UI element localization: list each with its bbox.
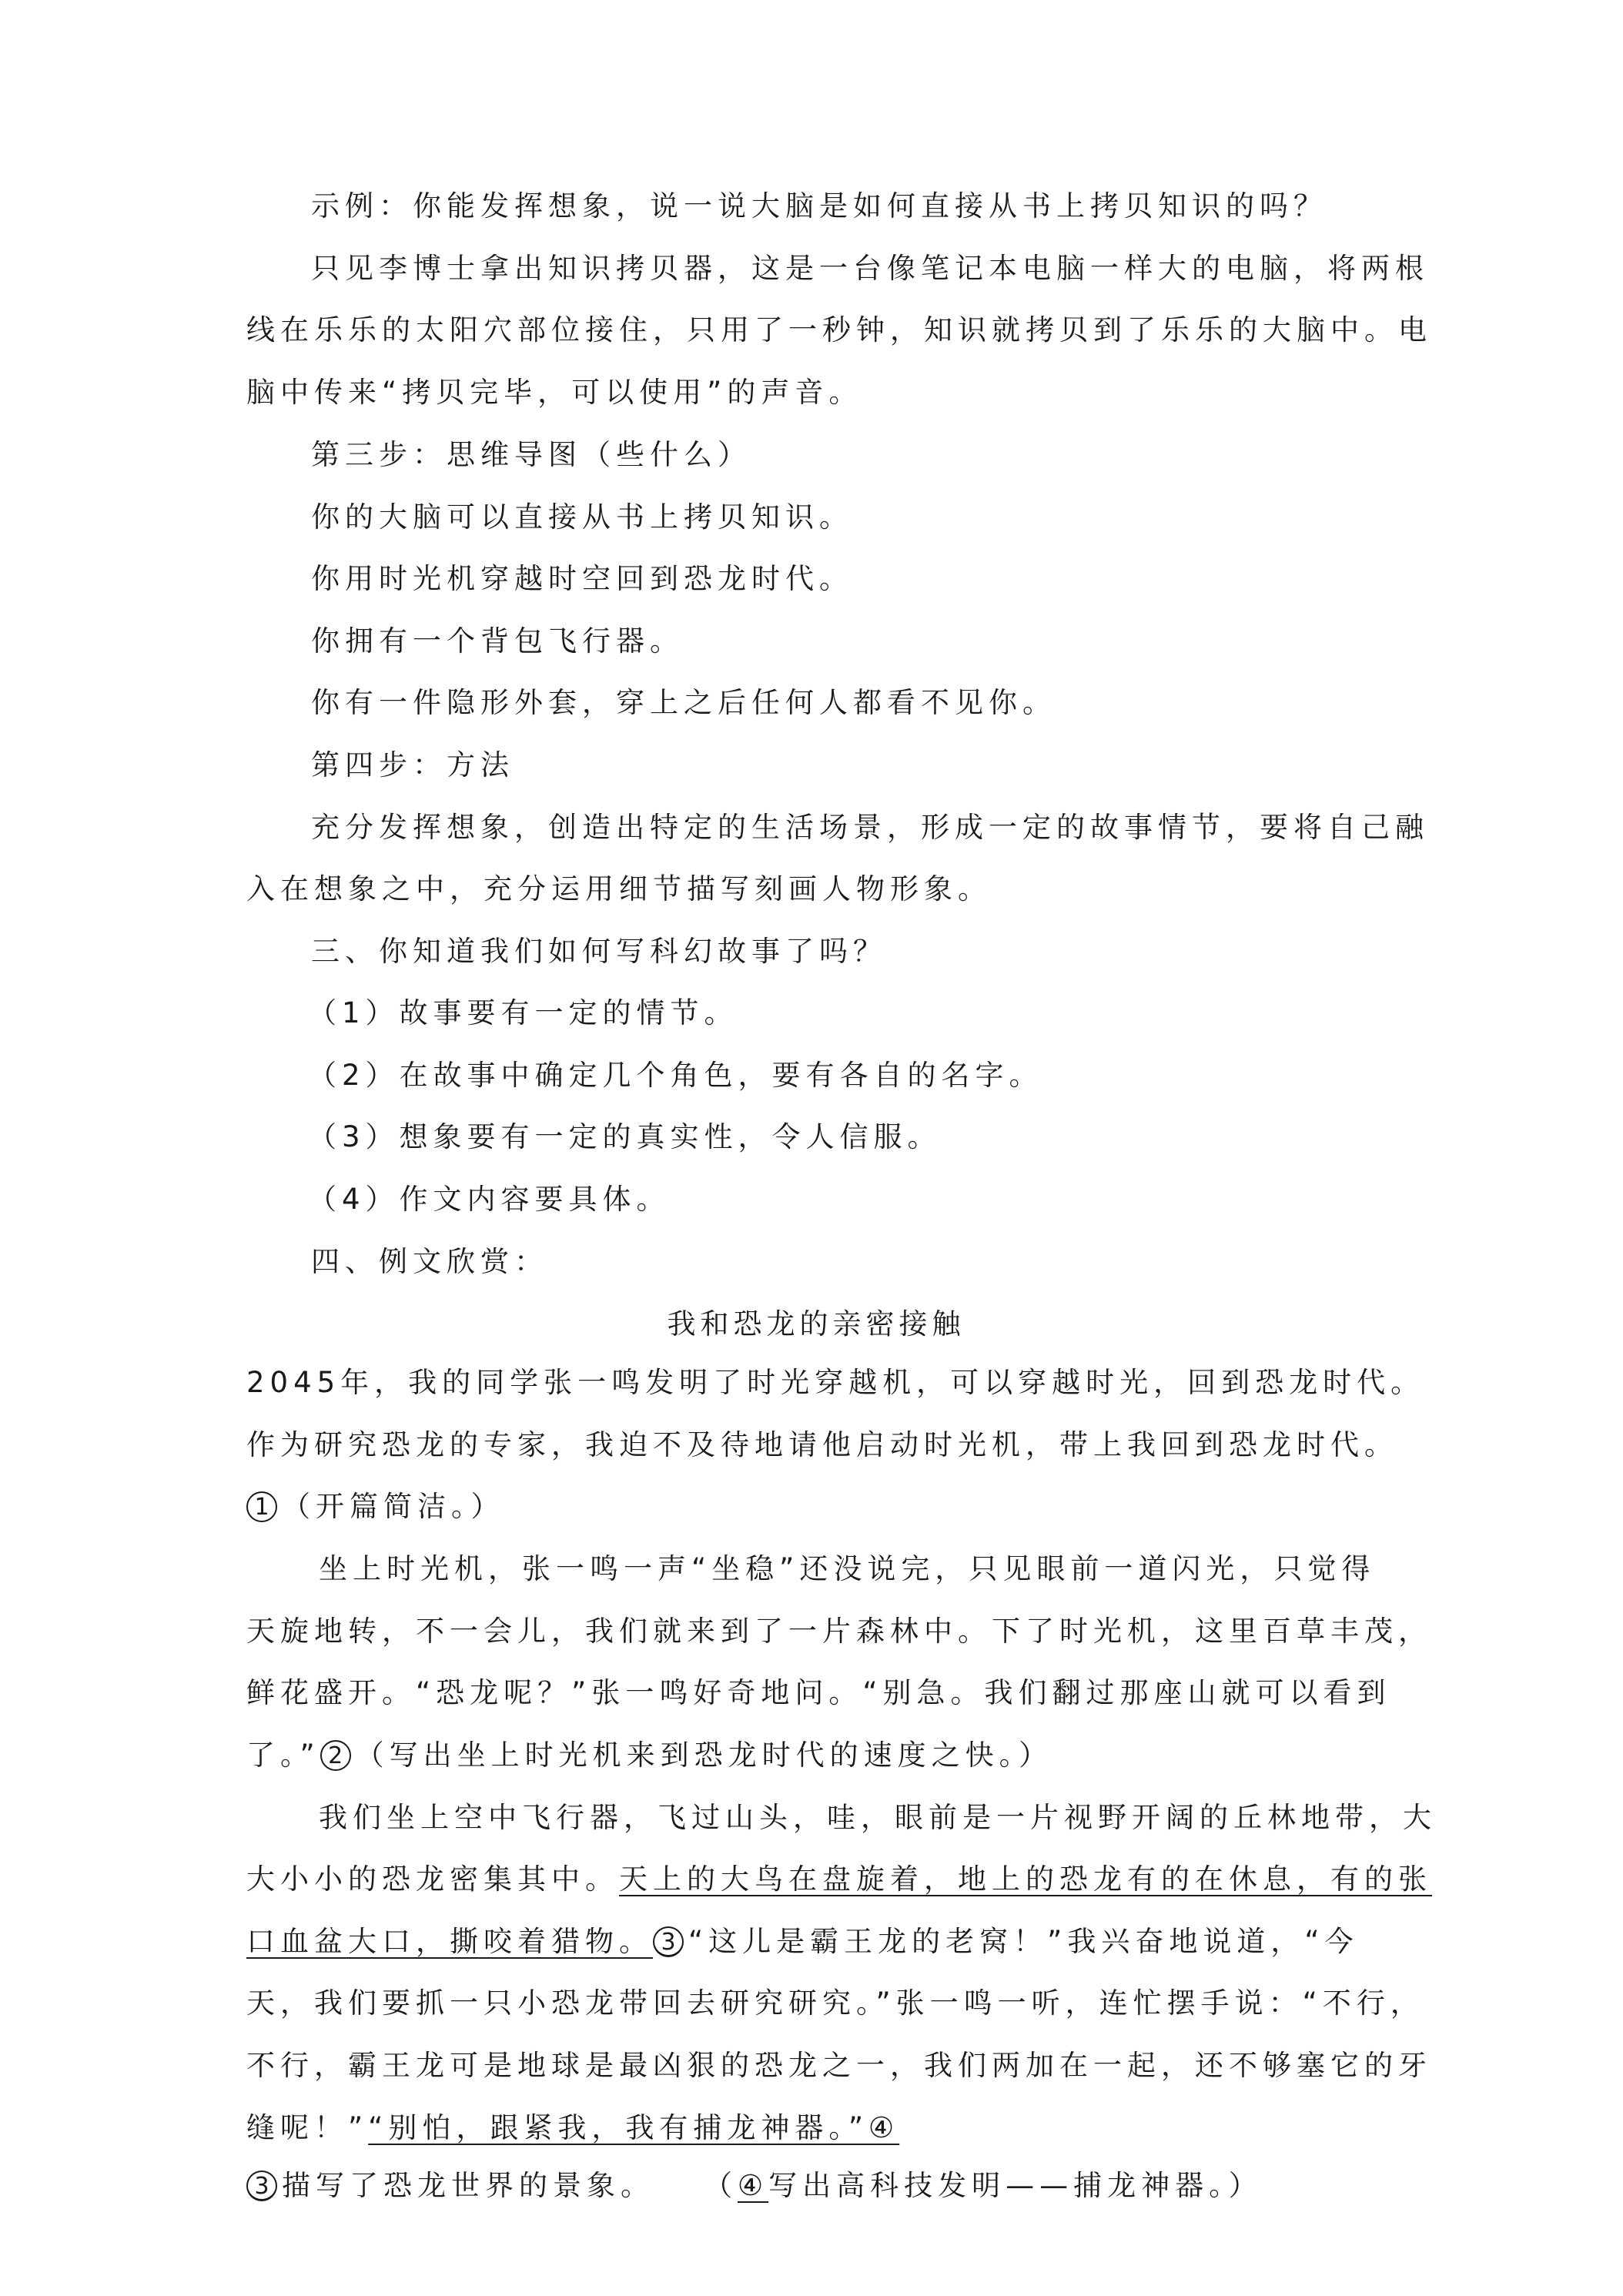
essay-line-4: 坐上时光机，张一鸣一声“坐稳”还没说完，只见眼前一道闪光，只觉得 (319, 1552, 1376, 1585)
section-three-heading: 三、你知道我们如何写科幻故事了吗？ (311, 935, 887, 968)
essay-line-9 (246, 1861, 1432, 1898)
underlined-text: ④ (738, 2169, 769, 2202)
underlined-text: “别怕，跟紧我，我有捕龙神器。”④ (368, 2111, 900, 2144)
annotation-marker-3: 3 (653, 1926, 684, 1957)
essay-line-1: 2045年，我的同学张一鸣发明了时光穿越机，可以穿越时光，回到恐龙时代。 (246, 1366, 1425, 1399)
annotation-marker-1: 1 (246, 1491, 277, 1522)
mind-map-item-2: 你用时光机穿越时空回到恐龙时代。 (311, 562, 853, 595)
essay-line-7 (246, 1737, 1386, 1774)
example-answer-line-3: 脑中传来“拷贝完毕，可以使用”的声音。 (246, 376, 863, 409)
annotation-marker-2: 2 (320, 1740, 351, 1771)
essay-line-12: 不行，霸王龙可是地球是最凶狠的恐龙之一，我们两加在一起，还不够塞它的牙 (246, 2049, 1432, 2082)
essay-line-5: 天旋地转，不一会儿，我们就来到了一片森林中。下了时光机，这里百草丰茂， (246, 1615, 1432, 1648)
essay-line-14 (246, 2167, 1386, 2204)
tip-item-4: （4）作文内容要具体。 (308, 1183, 671, 1216)
tip-item-3: （3）想象要有一定的真实性，令人信服。 (308, 1120, 942, 1153)
example-answer-line-1: 只见李博士拿出知识拷贝器，这是一台像笔记本电脑一样大的电脑，将两根 (311, 252, 1429, 285)
mind-map-item-3: 你拥有一个背包飞行器。 (311, 624, 684, 658)
underlined-text: 天上的大鸟在盘旋着，地上的恐龙有的在休息，有的张 (619, 1863, 1432, 1896)
tip-item-2: （2）在故事中确定几个角色，要有各自的名字。 (308, 1059, 1043, 1092)
mind-map-item-1: 你的大脑可以直接从书上拷贝知识。 (311, 500, 853, 534)
essay-line-3 (246, 1488, 1386, 1525)
essay-line-8: 我们坐上空中飞行器，飞过山头，哇，眼前是一片视野开阔的丘林地带，大 (319, 1801, 1437, 1834)
annotation-text: （开篇简洁。） (282, 1490, 505, 1523)
annotation-text: （写出坐上时光机来到恐龙时代的速度之快。） (355, 1739, 1053, 1772)
essay-line-10 (246, 1923, 1386, 1960)
annotation-text: 描写了恐龙世界的景象。 (282, 2169, 654, 2202)
step-four-heading: 第四步：方法 (311, 748, 514, 782)
annotation-marker-3: 3 (246, 2170, 277, 2201)
example-answer-line-2: 线在乐乐的太阳穴部位接住，只用了一秒钟，知识就拷贝到了乐乐的大脑中。电 (246, 313, 1432, 346)
essay-text: 缝呢！” (246, 2111, 369, 2144)
tip-item-1: （1）故事要有一定的情节。 (308, 996, 738, 1029)
essay-text: 大小小的恐龙密集其中。 (246, 1863, 619, 1896)
step-three-heading: 第三步：思维导图（些什么） (311, 438, 751, 471)
underlined-text: 口血盆大口，撕咬着猎物。 (246, 1925, 653, 1958)
essay-text: “这儿是霸王龙的老窝！”我兴奋地说道，“今 (688, 1925, 1359, 1958)
method-line-2: 入在想象之中，充分运用细节描写刻画人物形象。 (246, 872, 992, 905)
essay-text: 了。” (246, 1739, 320, 1772)
essay-line-11: 天，我们要抓一只小恐龙带回去研究研究。”张一鸣一听，连忙摆手说：“不行， (246, 1986, 1424, 2020)
annotation-text: （ (704, 2169, 738, 2202)
method-line-1: 充分发挥想象，创造出特定的生活场景，形成一定的故事情节，要将自己融 (311, 811, 1429, 844)
annotation-text: 写出高科技发明——捕龙神器。） (768, 2169, 1263, 2202)
mind-map-item-4: 你有一件隐形外套，穿上之后任何人都看不见你。 (311, 686, 1056, 719)
example-question: 示例：你能发挥想象，说一说大脑是如何直接从书上拷贝知识的吗？ (311, 189, 1327, 223)
essay-line-6: 鲜花盛开。“恐龙呢？”张一鸣好奇地问。“别急。我们翻过那座山就可以看到 (246, 1676, 1391, 1709)
essay-line-13 (246, 2110, 1386, 2147)
essay-title: 我和恐龙的亲密接触 (667, 1307, 965, 1340)
essay-line-2: 作为研究恐龙的专家，我迫不及待地请他启动时光机，带上我回到恐龙时代。 (246, 1428, 1398, 1461)
section-four-heading: 四、例文欣赏： (311, 1245, 548, 1278)
